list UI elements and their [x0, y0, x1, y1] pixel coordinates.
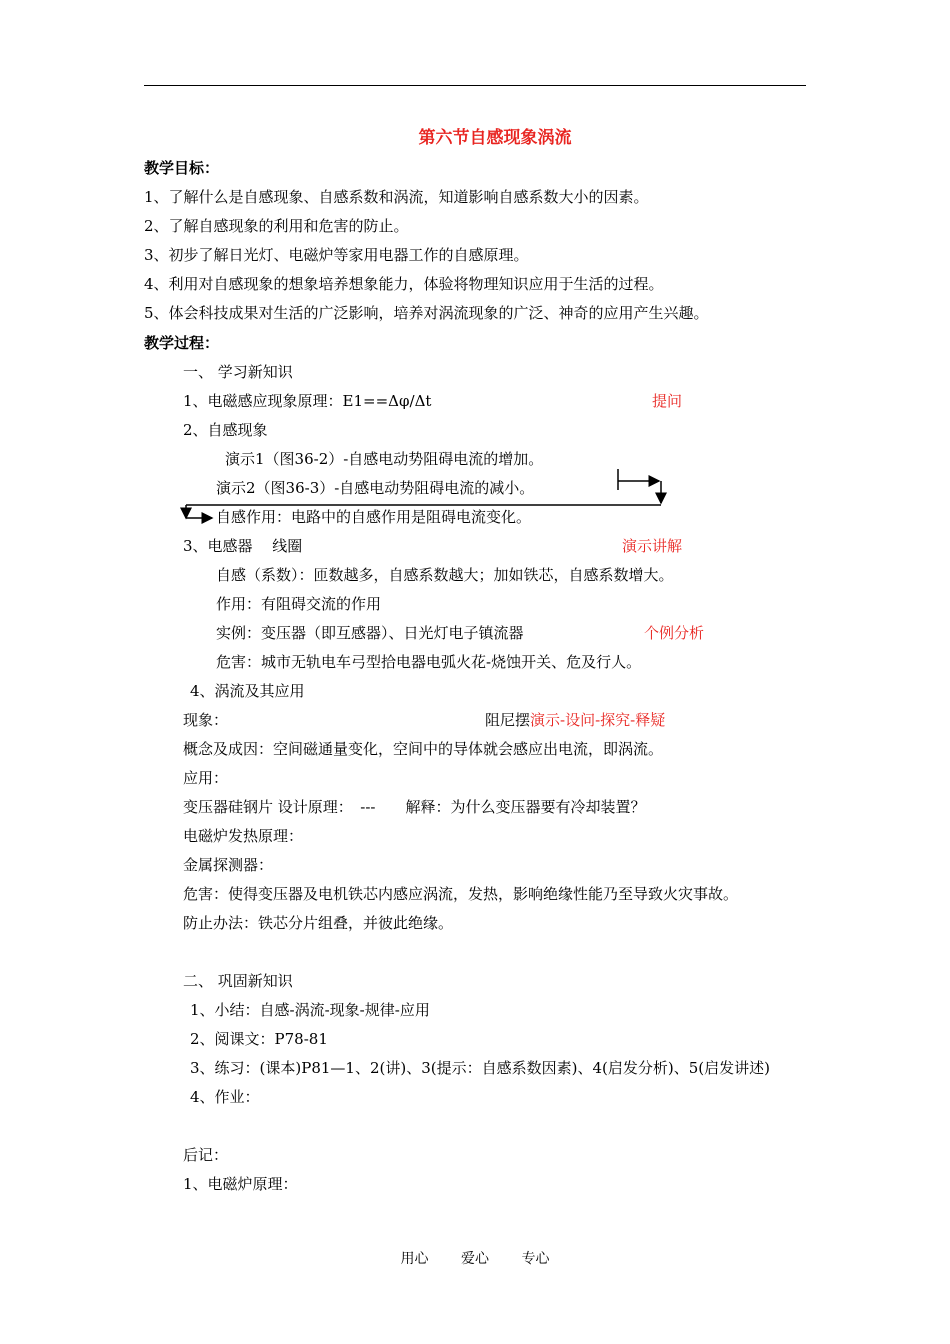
- footer-word: 专心: [521, 1251, 550, 1267]
- goal-item: 4、利用对自感现象的想象培养想象能力，体验将物理知识应用于生活的过程。: [144, 275, 664, 293]
- goal-item: 5、体会科技成果对生活的广泛影响，培养对涡流现象的广泛、神奇的应用产生兴趣。: [144, 304, 709, 322]
- inductor-harm: 危害：城市无轨电车弓型拾电器电弧火花-烧蚀开关、危及行人。: [216, 653, 642, 671]
- inductor-heading: 3、电感器 线圈: [183, 537, 303, 555]
- note-demo-explain: 演示讲解: [622, 537, 683, 555]
- demo-2: 演示2（图36-3）-自感电动势阻碍电流的减小。: [216, 479, 535, 497]
- goals-heading: 教学目标：: [144, 159, 220, 177]
- eddy-harm: 危害：使得变压器及电机铁芯内感应涡流，发热，影响绝缘性能乃至导致火灾事故。: [183, 885, 739, 903]
- postscript-heading: 后记：: [183, 1146, 229, 1164]
- page-footer: [0, 1248, 950, 1268]
- footer-word: 用心: [400, 1251, 429, 1267]
- review-item: 1、小结：自感-涡流-现象-规律-应用: [190, 1001, 430, 1019]
- self-induction-heading: 2、自感现象: [183, 421, 268, 439]
- demo-1: 演示1（图36-2）-自感电动势阻碍电流的增加。: [225, 450, 544, 468]
- inductor-example: 实例：变压器（即互感器）、日光灯电子镇流器: [216, 624, 524, 642]
- note-inquiry-steps: 演示-设问-探究-释疑: [530, 711, 666, 729]
- section-2-heading: 二、 巩固新知识: [183, 972, 293, 990]
- prevention: 防止办法：铁芯分片组叠，并彼此绝缘。: [183, 914, 454, 932]
- postscript-item: 1、电磁炉原理：: [183, 1175, 298, 1193]
- footer-word: 爱心: [461, 1251, 489, 1267]
- eddy-concept: 概念及成因：空间磁通量变化，空间中的导体就会感应出电流，即涡流。: [183, 740, 664, 758]
- goal-item: 1、了解什么是自感现象、自感系数和涡流，知道影响自感系数大小的因素。: [144, 188, 649, 206]
- goal-item: 2、了解自感现象的利用和危害的防止。: [144, 217, 409, 235]
- damped-pendulum: 阻尼摆演示-设问-探究-释疑: [485, 711, 666, 729]
- process-heading: 教学过程：: [144, 334, 220, 352]
- induction-cooker: 电磁炉发热原理：: [183, 827, 304, 845]
- review-item: 3、练习：(课本)P81—1、2(讲)、3(提示：自感系数因素)、4(启发分析)、5(启发讲述): [190, 1059, 770, 1077]
- transformer-core: 变压器硅钢片 设计原理： --- 解释：为什么变压器要有冷却装置？: [183, 798, 646, 816]
- em-induction-principle: 1、电磁感应现象原理：E1==Δφ/Δt: [183, 392, 432, 410]
- note-question: 提问: [652, 392, 683, 410]
- phenomenon-label: 现象：: [183, 711, 229, 729]
- note-case-analysis: 个例分析: [644, 624, 705, 642]
- review-item: 2、阅课文：P78-81: [190, 1030, 328, 1048]
- page-title: 第六节自感现象涡流: [418, 128, 572, 148]
- inductor-function: 作用：有阻碍交流的作用: [216, 595, 382, 613]
- inductance-coefficient: 自感（系数）：匝数越多，自感系数越大；加如铁芯，自感系数增大。: [216, 566, 674, 584]
- application-label: 应用：: [183, 769, 229, 787]
- self-induction-effect: 自感作用：电路中的自感作用是阻碍电流变化。: [216, 508, 532, 526]
- section-1-heading: 一、 学习新知识: [183, 363, 293, 381]
- metal-detector: 金属探测器：: [183, 856, 274, 874]
- goal-item: 3、初步了解日光灯、电磁炉等家用电器工作的自感原理。: [144, 246, 529, 264]
- eddy-current-heading: 4、涡流及其应用: [190, 682, 305, 700]
- review-item: 4、作业：: [190, 1088, 260, 1106]
